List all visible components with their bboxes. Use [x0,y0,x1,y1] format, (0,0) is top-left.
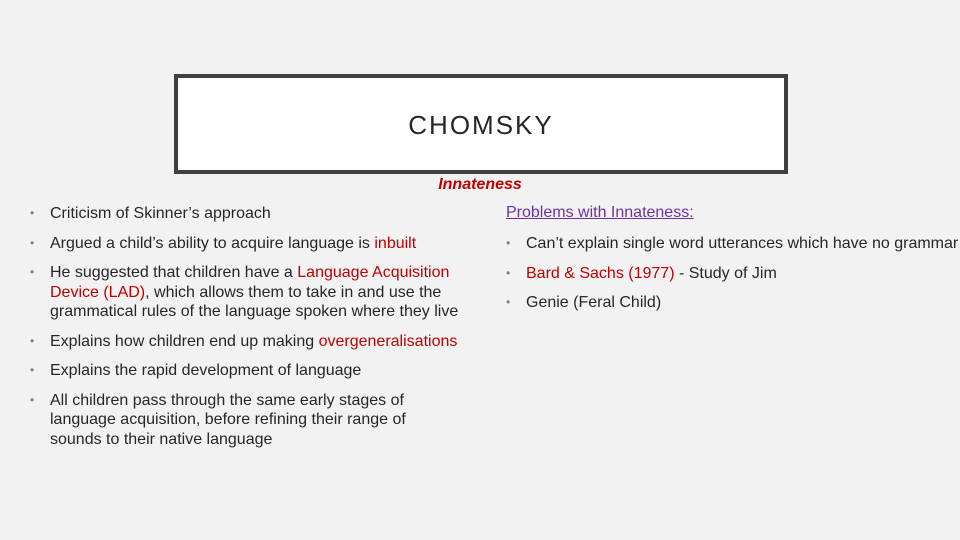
item-text: Can’t explain single word utterances which have no grammar [526,235,959,252]
highlighted-term: overgeneralisations [318,332,458,350]
item-text: Argued a child’s ability to acquire language is [50,234,375,252]
left-item [30,204,460,224]
bullet-icon: • [30,235,35,250]
highlighted-term: Bard & Sachs (1977) [526,264,675,282]
highlighted-term: Language Acquisition Device (LAD) [50,264,450,301]
slide-subtitle: Innateness [438,176,522,193]
left-bullet-list [30,204,460,459]
item-text: , which allows them to take in and use the grammatical rules of the language spoken where they live [50,283,459,320]
title-box [174,74,788,174]
right-item [506,293,958,313]
item-text: Criticism of Skinner’s approach [50,205,271,222]
bullet-icon: • [30,392,35,407]
bullet-icon: • [30,333,35,348]
left-item [30,391,460,450]
left-item [30,263,460,322]
item-text: Explains how children end up making [50,332,319,350]
item-text: All children pass through the same early stages of language acquisition, before refining their range of sounds to their native language [50,391,406,448]
item-text: Explains the rapid development of language [50,362,362,379]
right-item [506,264,958,284]
item-text: - Study of Jim [674,264,777,282]
left-item [30,361,460,381]
bullet-icon: • [506,265,511,280]
left-item [30,234,460,254]
bullet-icon: • [30,363,35,377]
highlighted-term: inbuilt [374,234,417,252]
right-item [506,234,958,254]
left-item [30,332,460,352]
item-text: Genie (Feral Child) [526,294,662,311]
bullet-icon: • [30,265,35,279]
bullet-icon: • [506,236,511,250]
item-text: He suggested that children have a [50,264,298,281]
right-bullet-list [506,234,958,323]
right-column-heading: Problems with Innateness: [506,204,694,221]
slide-title: CHOMSKY [408,110,554,140]
bullet-icon: • [30,206,35,220]
bullet-icon: • [506,295,511,309]
